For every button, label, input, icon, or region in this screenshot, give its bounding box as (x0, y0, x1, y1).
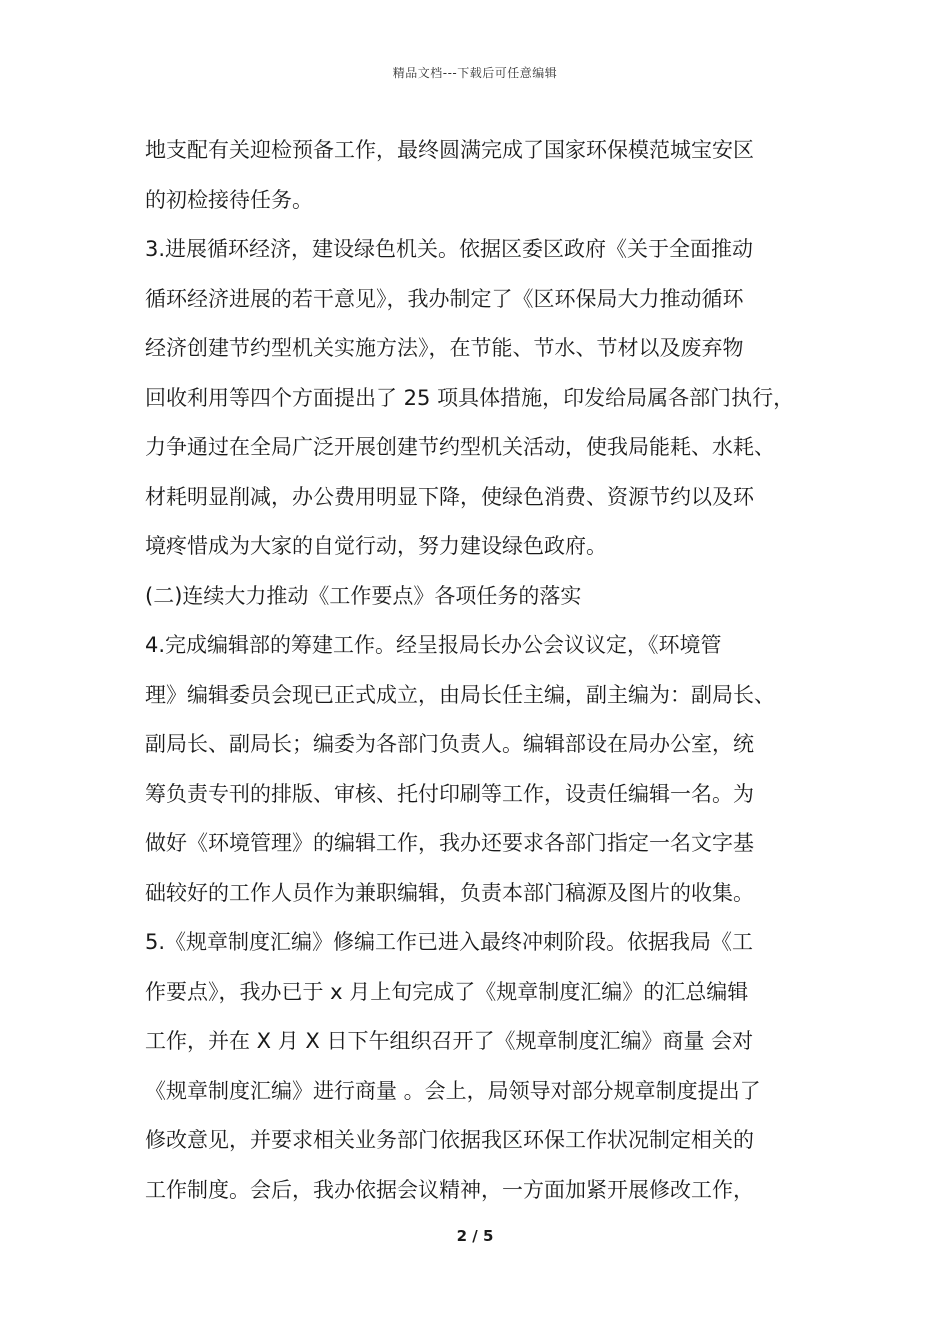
body-line: 5.《规章制度汇编》修编工作已进入最终冲刺阶段。依据我局《工 (145, 930, 754, 954)
body-line: 修改意见，并要求相关业务部门依据我区环保工作状况制定相关的 (145, 1128, 754, 1152)
body-line: 4.完成编辑部的筹建工作。经呈报局长办公会议议定，《环境管 (145, 633, 722, 657)
page-number: 2 / 5 (456, 1227, 494, 1245)
body-line: 3.进展循环经济，建设绿色机关。依据区委区政府《关于全面推动 (145, 237, 754, 261)
body-line: 工作制度。会后，我办依据会议精神，一方面加紧开展修改工作， (145, 1177, 754, 1202)
body-line: 的初检接待任务。 (145, 187, 313, 212)
body-line: 经济创建节约型机关实施方法》，在节能、节水、节材以及废弃物 (145, 336, 744, 360)
body-line: 筹负责专刊的排版、审核、托付印刷等工作，设责任编辑一名。为 (145, 781, 754, 806)
body-line: 《规章制度汇编》进行商量 。会上，局领导对部分规章制度提出了 (145, 1078, 761, 1103)
body-line: 作要点》，我办已于 x 月上旬完成了《规章制度汇编》的汇总编辑 (145, 979, 749, 1004)
body-line: 做好《环境管理》的编辑工作，我办还要求各部门指定一名文字基 (145, 831, 754, 855)
body-line: 础较好的工作人员作为兼职编辑，负责本部门稿源及图片的收集。 (145, 880, 754, 905)
page-header: 精品文档---下载后可任意编辑 (392, 66, 558, 80)
body-line: 地支配有关迎检预备工作，最终圆满完成了国家环保模范城宝安区 (145, 138, 754, 162)
body-line: 工作，并在 X 月 X 日下午组织召开了《规章制度汇编》商量 会对 (145, 1029, 754, 1053)
body-line: 循环经济进展的若干意见》，我办制定了《区环保局大力推动循环 (145, 286, 744, 311)
body-line: 回收利用等四个方面提出了 25 项具体措施，印发给局属各部门执行， (145, 385, 795, 410)
body-line: 副局长、副局长；编委为各部门负责人。编辑部设在局办公室，统 (145, 732, 754, 756)
section-heading: (二)连续大力推动《工作要点》各项任务的落实 (145, 583, 582, 608)
body-line: 力争通过在全局广泛开展创建节约型机关活动，使我局能耗、水耗、 (145, 435, 775, 459)
body-line: 境疼惜成为大家的自觉行动，努力建设绿色政府。 (145, 534, 607, 558)
document-body (145, 126, 835, 1215)
body-line: 材耗明显削减，办公费用明显下降，使绿色消费、资源节约以及环 (145, 484, 754, 509)
body-line: 理》编辑委员会现已正式成立，由局长任主编，副主编为：副局长、 (145, 682, 775, 707)
